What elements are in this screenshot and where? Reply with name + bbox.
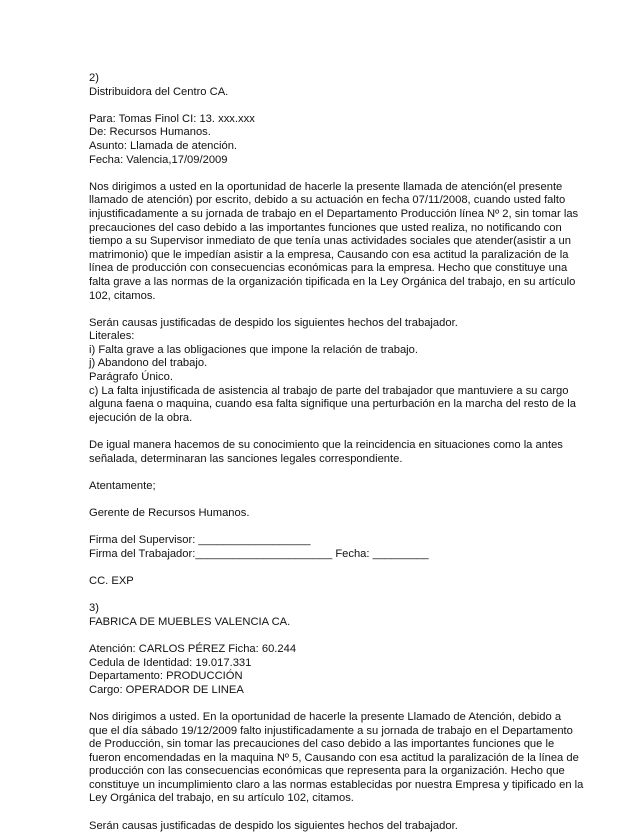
body-line: matrimonio) que le impedían asistir a la empresa, Causando con esa actitud la paralización de la — [89, 248, 569, 261]
body-line: precauciones del caso debido a las importantes funciones que usted realiza, no notificando con — [89, 221, 562, 234]
position-line: Cargo: OPERADOR DE LINEA — [89, 683, 244, 696]
body-paragraph — [89, 710, 584, 806]
body-line: de Producción, sin tomar las precauciones del caso debido a las importantes funciones que le — [89, 738, 555, 751]
body-line: producción con las consecuencias económicas que representa para la organización. Hecho que — [89, 765, 565, 778]
closing: Atentamente; — [89, 479, 156, 492]
letter-2 — [89, 72, 579, 589]
letter-3 — [89, 602, 584, 833]
literal-c-line: ejecución de la obra. — [89, 411, 193, 424]
causes-intro: Serán causas justificadas de despido los siguientes hechos del trabajador. — [89, 819, 458, 832]
body-line: línea de producción con consecuencias económicas para la empresa. Hecho que constituye una — [89, 262, 568, 275]
recipient-line: Para: Tomas Finol CI: 13. xxx.xxx — [89, 112, 255, 125]
literal-c-line: alguna faena o maquina, cuando esa falta signifique una perturbación en la marcha del resto de la — [89, 398, 576, 411]
company-name: Distribuidora del Centro CA. — [89, 85, 229, 98]
body-line: injustificadamente a su jornada de trabajo en el Departamento Producción línea Nº 2, sin tomar las — [89, 207, 579, 220]
date-line: Fecha: Valencia,17/09/2009 — [89, 153, 228, 166]
warning-line: señalada, determinaran las sanciones legales correspondiente. — [89, 452, 403, 465]
signer-title: Gerente de Recursos Humanos. — [89, 507, 250, 519]
body-line: constituye un incumplimiento claro a las normas establecidas por nuestra Empresa y tipificado en la — [89, 778, 584, 791]
causes-intro: Serán causas justificadas de despido los siguientes hechos del trabajador. — [89, 316, 458, 329]
body-line: tiempo a su Supervisor inmediato de que tenía unas actividades sociales que atender(asistir a un — [89, 235, 571, 248]
body-line: 102, citamos. — [89, 289, 156, 302]
attention-line: Atención: CARLOS PÉREZ Ficha: 60.244 — [89, 642, 297, 655]
id-line: Cedula de Identidad: 19.017.331 — [89, 656, 252, 669]
body-line: falta grave a las normas de la organización tipificada en la Ley Orgánica del trabajo, en su artículo — [89, 275, 576, 288]
section-number: 3) — [89, 602, 99, 615]
literal-j: j) Abandono del trabajo. — [89, 357, 208, 370]
supervisor-signature: Firma del Supervisor: __________________ — [89, 534, 311, 547]
body-line: Nos dirigimos a usted en la oportunidad de hacerle la presente llamada de atención(el presente — [89, 180, 563, 193]
department-line: Departamento: PRODUCCIÓN — [89, 670, 243, 683]
section-number: 2) — [89, 72, 99, 84]
literal-c-line: c) La falta injustificada de asistencia al trabajo de parte del trabajador que mantuviere a su cargo — [89, 384, 569, 397]
company-name: FABRICA DE MUEBLES VALENCIA CA. — [89, 615, 291, 628]
literal-i: i) Falta grave a las obligaciones que impone la relación de trabajo. — [89, 343, 418, 356]
body-line: Nos dirigimos a usted. En la oportunidad de hacerle la presente Llamado de Atención, debido a — [89, 710, 562, 723]
paragraph-unico: Parágrafo Único. — [89, 371, 173, 384]
worker-signature: Firma del Trabajador:______________________ Fecha: _________ — [89, 547, 429, 560]
body-line: Ley Orgánica del trabajo, en su artículo 102, citamos. — [89, 792, 354, 805]
subject-line: Asunto: Llamada de atención. — [89, 139, 238, 152]
body-line: que el día sábado 19/12/2009 falto injustificadamente a su jornada de trabajo en el Departamento — [89, 724, 573, 737]
body-line: llamado de atención) por escrito, debido a su actuación en fecha 07/11/2008, cuando usted falto — [89, 194, 566, 207]
sender-line: De: Recursos Humanos. — [89, 126, 211, 139]
literales-heading: Literales: — [89, 330, 135, 343]
body-paragraph — [89, 180, 579, 303]
warning-line: De igual manera hacemos de su conocimiento que la reincidencia en situaciones como la antes — [89, 439, 563, 452]
body-line: fueron encomendadas en la maquina Nº 5, Causando con esa actitud la paralización de la línea de — [89, 751, 579, 764]
cc-line: CC. EXP — [89, 574, 134, 587]
